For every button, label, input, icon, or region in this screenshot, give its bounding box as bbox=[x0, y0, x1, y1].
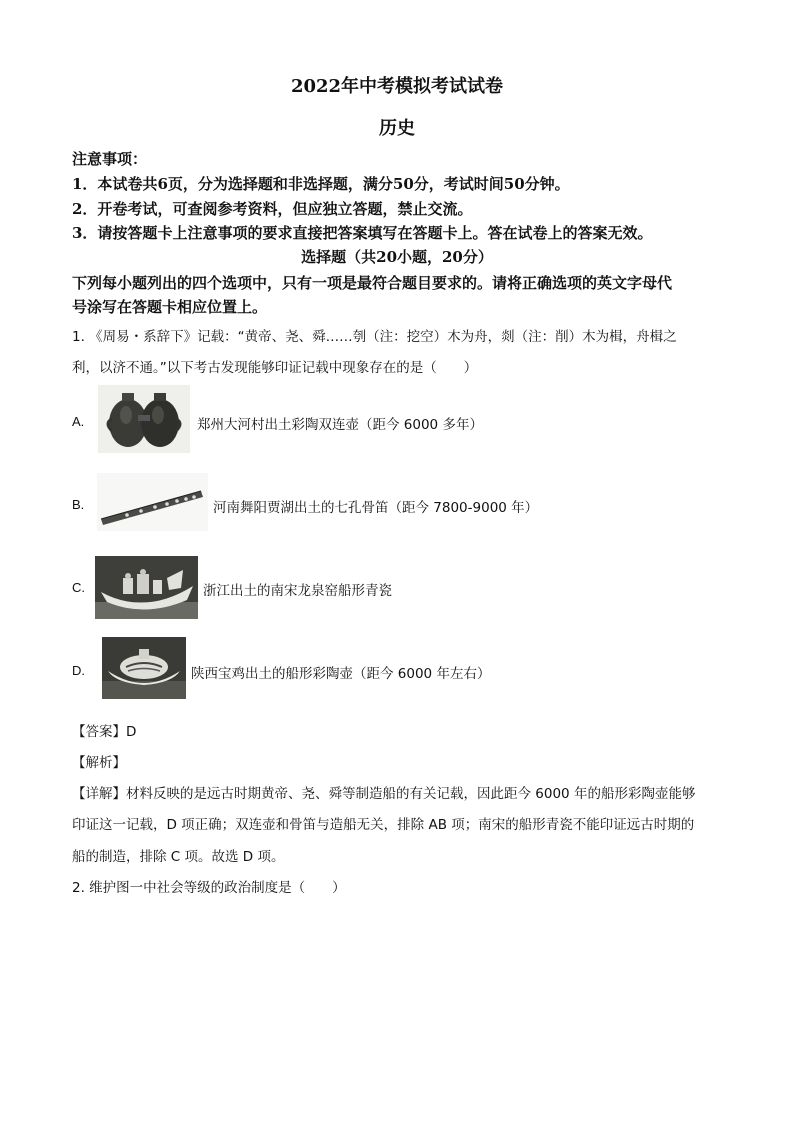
exam-subject: 历史 bbox=[379, 118, 415, 139]
analysis-heading: 【解析】 bbox=[72, 755, 126, 771]
option-a-text: 郑州大河村出土彩陶双连壶（距今 6000 多年） bbox=[197, 417, 483, 433]
option-d-text: 陕西宝鸡出土的船形彩陶壶（距今 6000 年左右） bbox=[191, 666, 491, 682]
question1-stem-line1: 1. 《周易・系辞下》记载：“黄帝、尧、舜……刳（注：挖空）木为舟，剡（注：削）木为楫，舟楫之 bbox=[72, 329, 677, 345]
option-a-letter: A. bbox=[72, 414, 85, 429]
answer-label: 【答案】D bbox=[72, 724, 137, 740]
option-b-text: 河南舞阳贾湖出土的七孔骨笛（距今 7800-9000 年） bbox=[213, 500, 539, 516]
bone-flute-icon bbox=[97, 473, 208, 531]
section-heading: 选择题（共20小题，20分） bbox=[301, 248, 493, 266]
detail-line1: 【详解】材料反映的是远古时期黄帝、尧、舜等制造船的有关记载，因此距今 6000 年的船形彩陶壶能够 bbox=[72, 786, 696, 802]
detail-line3: 船的制造，排除 C 项。故选 D 项。 bbox=[72, 849, 285, 865]
option-c-letter: C. bbox=[72, 580, 85, 595]
detail-line2: 印证这一记载，D 项正确；双连壶和骨笛与造船无关，排除 AB 项；南宋的船形青瓷不能印证远古时期的 bbox=[72, 817, 695, 833]
notice-item-1: 1．本试卷共6页，分为选择题和非选择题，满分50分，考试时间50分钟。 bbox=[72, 175, 570, 193]
option-c-text: 浙江出土的南宋龙泉窑船形青瓷 bbox=[203, 583, 392, 599]
double-pot-icon bbox=[98, 385, 190, 453]
celadon-boat-icon bbox=[95, 556, 198, 619]
section-instruction-line2: 号涂写在答题卡相应位置上。 bbox=[72, 298, 268, 316]
option-b-letter: B. bbox=[72, 497, 85, 512]
notice-item-2: 2．开卷考试，可查阅参考资料，但应独立答题，禁止交流。 bbox=[72, 200, 473, 218]
section-instruction-line1: 下列每小题列出的四个选项中，只有一项是最符合题目要求的。请将正确选项的英文字母代 bbox=[72, 274, 673, 292]
notice-item-3: 3．请按答题卡上注意事项的要求直接把答案填写在答题卡上。答在试卷上的答案无效。 bbox=[72, 224, 653, 242]
exam-title: 2022年中考模拟考试试卷 bbox=[290, 76, 504, 97]
question1-stem-line2: 利，以济不通。”以下考古发现能够印证记载中现象存在的是（ ） bbox=[72, 360, 478, 376]
notice-heading: 注意事项： bbox=[72, 150, 148, 168]
boat-pot-icon bbox=[102, 637, 186, 699]
question2-stem: 2. 维护图一中社会等级的政治制度是（ ） bbox=[72, 880, 346, 896]
option-d-letter: D. bbox=[72, 663, 85, 678]
